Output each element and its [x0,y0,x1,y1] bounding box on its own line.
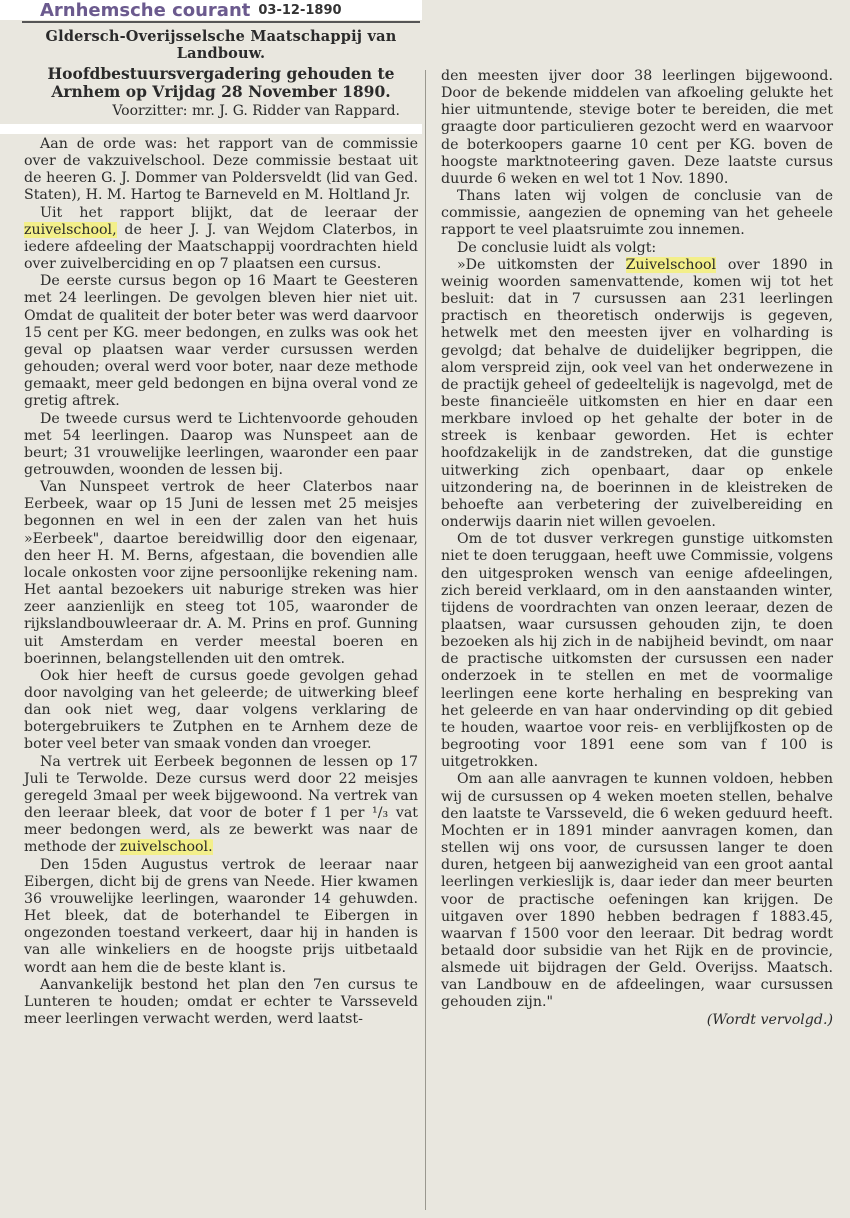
paragraph: De conclusie luidt als volgt: [457,239,657,256]
article-masthead [22,28,420,120]
paragraph: Aan de orde was: het rapport van de commissie over de vakzuivelschool. Deze commissie bestaat uit de heeren G. J. Dommer van Poldersveldt (lid van Ged. Staten), H. M. Hartog te Barneveld en M. Holtland Jr. [24,136,418,204]
top-rule [22,21,420,23]
paragraph: Ook hier heeft de cursus goede gevolgen gehad door navolging van het geleerde; de uitwerking bleef dan ook niet weg, daar volgens verklaring de botergebruikers te Zutphen en te Arnhem deze de boter veel beter van smaak vonden dan vroeger. [24,667,418,753]
highlighted-term: zuivelschool, [24,221,117,238]
chairman-line: Voorzitter: mr. J. G. Ridder van Rappard. [112,103,400,119]
paragraph: Uit het rapport blijkt, dat de leeraar der zuivelschool, de heer J. J. van Wejdom Claterbos, in iedere afdeeling der Maatschappij voordrachten hield over zuivelberciding en op 7 plaatsen een cursus. [24,204,418,273]
paragraph: Om de tot dusver verkregen gunstige uitkomsten niet te doen teruggaan, heeft uwe Commissie, volgens den uitgesproken wensch van eenige afdeelingen, zich bereid verklaard, om in den aanstaanden winter, tijdens de voordrachten van onzen leeraar, dezen de plaatsen, waar cursussen gehouden zijn, te doen bezoeken als hij zich in de nabijheid bevindt, om naar de practische uitkomsten der cursussen een nader onderzoek in te stellen en met de voormalige leerlingen eene korte herhaling en bespreking van het geleerde en van haar ondervinding op dit gebied te houden, waartoe voor reis- en verblijfkosten op de begrooting voor 1891 eene som van f 100 is uitgetrokken. [441,531,833,771]
paragraph: Thans laten wij volgen de conclusie van de commissie, aangezien de opneming van het geheele rapport te veel plaatsruimte zou innemen. [441,188,833,239]
publication-name: Arnhemsche courant [40,0,251,21]
right-column [441,68,833,1029]
paragraph: Van Nunspeet vertrok de heer Claterbos naar Eerbeek, waar op 15 Juni de lessen met 25 meisjes begonnen en wel in een der zalen van het huis »Eerbeek", daartoe bereidwillig door den eigenaar, den heer H. M. Berns, afgestaan, die bovendien alle locale onkosten voor zijne persoonlijke rekening nam. Het aantal bezoekers uit naburige streken was hier zeer aanzienlijk en steeg tot 105, waaronder de rijkslandbouwleeraar dr. A. M. Prins en prof. Gunning uit Amsterdam en verder meestal boeren en boerinnen, belangstellenden uit den omtrek. [24,479,418,667]
paragraph: Na vertrek uit Eerbeek begonnen de lessen op 17 Juli te Terwolde. Deze cursus werd door 22 meisjes geregeld 3maal per week bijgewoond. Na vertrek van den leeraar bleek, dat voor de boter f 1 per ¹/₃ vat meer bedongen werd, als ze bewerkt was naar de methode der zuivelschool. [24,753,418,856]
continued-note: (Wordt vervolgd.) [706,1011,833,1028]
publication-date: 03-12-1890 [258,2,342,18]
paragraph: den meesten ijver door 38 leerlingen bijgewoond. Door de bekende middelen van afkoeling gelukte het hier uitmuntende, stevige boter te bereiden, die met graagte door particulieren gezocht werd en waarvoor de boterkoopers gaarne 10 cent per KG. boven de hoogste marktnoteering gaven. Deze laatste cursus duurde 6 weken en wel tot 1 Nov. 1890. [441,68,833,187]
meeting-heading: Hoofdbestuursvergadering gehouden te Arnhem op Vrijdag 28 November 1890. [47,64,395,101]
column-divider [425,70,426,1210]
paragraph: Aanvankelijk bestond het plan den 7en cursus te Lunteren te houden; omdat er echter te Varsseveld meer leerlingen verwacht werden, werd laatst- [24,976,418,1027]
paragraph: De tweede cursus werd te Lichtenvoorde gehouden met 54 leerlingen. Daarop was Nunspeet aan de beurt; 31 vrouwelijke leerlingen, waaronder een paar getrouwden, woonden de lessen bij. [24,410,418,478]
paragraph: Den 15den Augustus vertrok de leeraar naar Eibergen, dicht bij de grens van Neede. Hier kwamen 36 vrouwelijke leerlingen, waaronder 14 gehuwden. Het bleek, dat de boterhandel te Eibergen in ongezonden toestand verkeert, daar hij in handen is van alle winkeliers en de hoogste prijs uitbetaald wordt aan hem die de beste klant is. [24,856,418,976]
header-divider-strip [0,124,422,134]
society-name: Gldersch-Overijsselsche Maatschappij van Landbouw. [45,28,397,62]
highlighted-term: Zuivelschool [625,256,717,273]
paragraph: Om aan alle aanvragen te kunnen voldoen, hebben wij de cursussen op 4 weken moeten stellen, behalve den laatste te Varsseveld, die 6 weken geduurd heeft. Mochten er in 1891 minder aanvragen komen, dan stellen wij ons voor, de cursussen langer te doen duren, hetgeen bij aanwezigheid van een groot aantal leerlingen verkieslijk is, daar ieder dan meer beurten voor de practische oefeningen kan krijgen. De uitgaven over 1890 hebben bedragen f 1883.45, waarvan f 1500 voor den leeraar. Dit bedrag wordt betaald door subsidie van het Rijk en de provincie, alsmede uit bijdragen der Geld. Overijss. Maatsch. van Landbouw en de afdeelingen, waar cursussen gehouden zijn." [441,771,833,1011]
paragraph: De eerste cursus begon op 16 Maart te Geesteren met 24 leerlingen. De gevolgen bleven hier niet uit. Omdat de qualiteit der boter beter was werd daarvoor 15 cent per KG. meer bedongen, en zulks was ook het geval op plaatsen waar verder cursussen werden gehouden; overal werd voor boter, naar deze methode gemaakt, meer geld bedongen en bijna overal vond ze gretig aftrek. [24,273,418,410]
paragraph: »De uitkomsten der Zuivelschool over 1890 in weinig woorden samenvattende, komen wij tot het besluit: dat in 7 cursussen aan 231 leerlingen practisch en theoretisch onderwijs is gegeven, hetwelk met den meesten ijver en volharding is gevolgd; dat behalve de duidelijker begrippen, die alom verspreid zijn, ook veel van het onderwezene in de practijk geheel of gedeeltelijk is nagevolgd, met de beste financieële uitkomsten en hier en daar een merkbare invloed op het gehalte der boter in de streek is kenbaar geworden. Het is echter hoofdzakelijk in de zandstreken, dat die gunstige uitwerking zich openbaart, daar op enkele uitzondering na, de boerinnen in de kleistreken de behoefte aan verbetering der zuivelbereiding en onderwijs daarin niet willen gevoelen. [441,256,833,531]
clipping-label [0,0,422,20]
highlighted-term: zuivelschool. [120,839,213,856]
left-column [24,136,418,1028]
